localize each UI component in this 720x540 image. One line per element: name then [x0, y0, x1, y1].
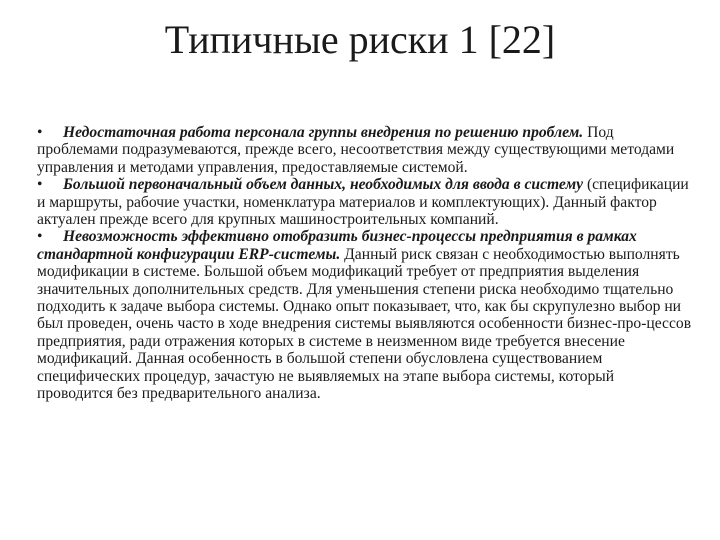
bullet-marker: • — [37, 176, 43, 194]
bullet-item — [37, 176, 692, 228]
bullet-lead: Невозможность эффективно отобразить бизнес-процессы предприятия в рамках стандартной конфигурации ERP-системы. — [37, 228, 637, 263]
bullet-lead: Недостаточная работа персонала группы внедрения по решению проблем. — [63, 124, 584, 141]
slide-body — [37, 124, 692, 403]
bullet-item — [37, 124, 692, 176]
bullet-marker: • — [37, 228, 43, 246]
bullet-item — [37, 228, 692, 402]
slide-title: Типичные риски 1 [22] — [164, 17, 556, 62]
bullet-text: Под проблемами подразумеваются, прежде всего, несоответствия между существующими методами управления и методами управления, предоставляемые системой. — [37, 124, 675, 176]
bullet-marker: • — [37, 124, 43, 141]
bullet-text: (спецификации и маршруты, рабочие участки, номенклатура материалов и комплектующих). Данный фактор актуален прежде всего для крупных машиностроительных компаний. — [37, 176, 689, 229]
bullet-text: Данный риск связан с необходимостью выполнять модификации в системе. Большой объем модификаций требует от предприятия выделения значительных дополнительных средств. Для уменьшения степени риска необходимо тщательно подходить к задаче выбора системы. Однако опыт показывает, что, как бы скрупулезно выбор ни был проведен, очень часто в ходе внедрения системы выявляются особенности бизнес-про-цессов предприятия, ради отражения которых в системе в неизменном виде требуется внесение модификаций. Данная особенность в большой степени обусловлена существованием специфических процедур, зачастую не выявляемых на этапе выбора системы, который проводится без предварительного анализа. — [37, 245, 692, 403]
bullet-lead: Большой первоначальный объем данных, необходимых для ввода в систему — [63, 176, 584, 194]
